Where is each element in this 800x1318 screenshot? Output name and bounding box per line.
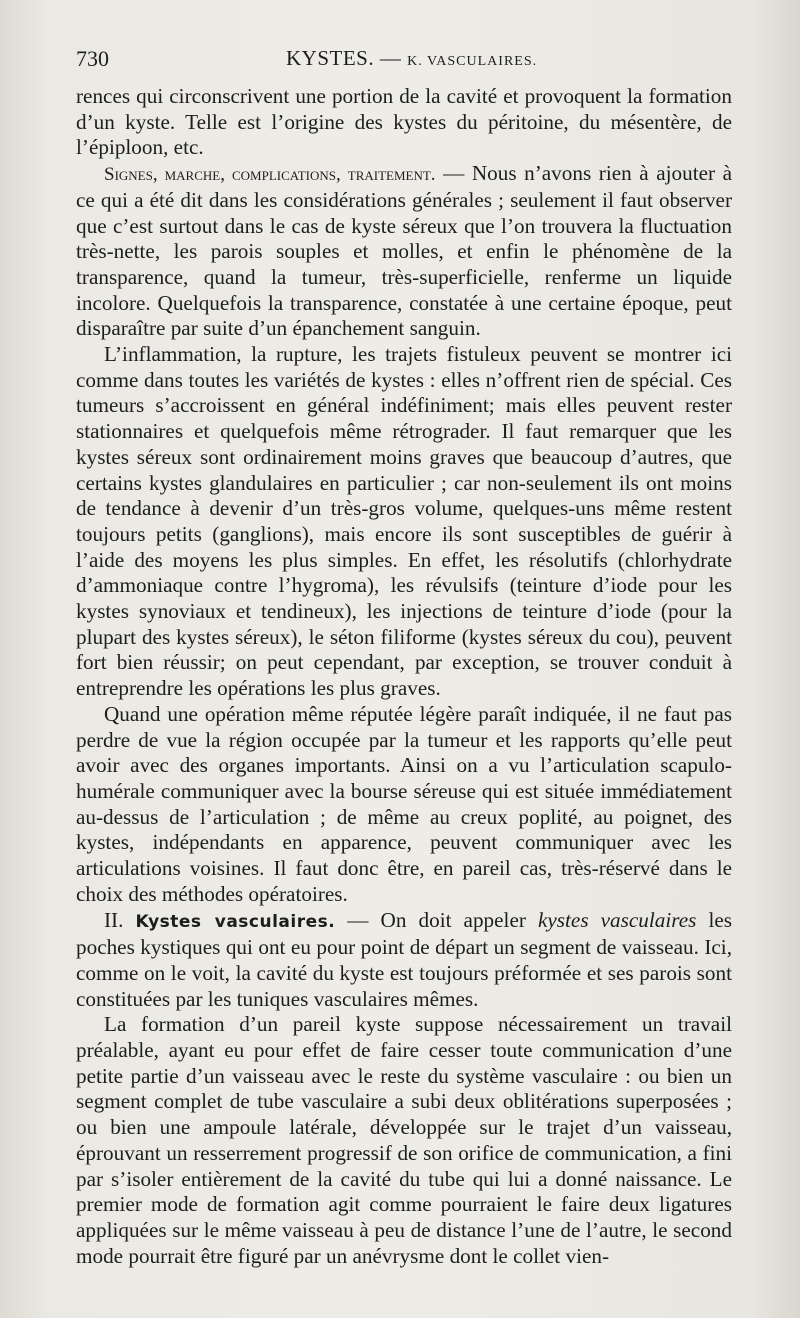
header-dash: —: [374, 46, 408, 70]
paragraph-kystes-vasculaires: [76, 908, 732, 1013]
paragraph-inflammation: L’inflammation, la rupture, les trajets fistuleux peuvent se montrer ici comme dans toutes les variétés de kystes : elles n’offrent rien de spécial. Ces tumeurs s’accroissent en général indéfiniment; mais elles peuvent rester stationnaires et quelquefois même rétrograder. Il faut remarquer que les kystes séreux sont ordinairement moins graves que beaucoup d’autres, que certains kystes glandulaires en particulier ; car non-seulement ils ont moins de tendance à devenir d’un très-gros volume, quelques-uns même restent toujours petits (ganglions), mais encore ils sont susceptibles de guérir à l’aide des moyens les plus simples. En effet, les résolutifs (chlorhydrate d’ammoniaque contre l’hygroma), les révulsifs (teinture d’iode pour les kystes synoviaux et tendineux), les injections de teinture d’iode (pour la plupart des kystes séreux), le séton filiforme (kystes séreux du cou), peuvent fort bien réussir; on peut cependant, par exception, se trouver conduit à entreprendre les opérations les plus graves.: [76, 342, 732, 701]
body-text: [76, 84, 732, 1269]
paragraph-continuation: rences qui circonscrivent une portion de la cavité et provoquent la formation d’un kyste. Telle est l’origine des kystes du péritoine, du mésentère, de l’épiploon, etc.: [76, 84, 732, 160]
page-number: 730: [76, 46, 109, 71]
paragraph-operation: Quand une opération même réputée légère paraît indiquée, il ne faut pas perdre de vue la région occupée par la tumeur et les rapports qu’elle peut avoir avec des organes importants. Ainsi on a vu l’articulation scapulo-humérale communiquer avec la bourse séreuse qui est située immédiatement au-dessus de l’articulation ; de même au creux poplité, au poignet, des kystes, indépendants en apparence, peuvent communiquer avec les articulations voisines. Il faut donc être, en pareil cas, très-réservé dans le choix des méthodes opératoires.: [76, 701, 732, 906]
running-title: [286, 46, 537, 71]
header-subtitle: K. VASCULAIRES.: [407, 54, 538, 69]
paragraph-signes: [76, 161, 732, 342]
italic-term: kystes vasculaires: [537, 907, 697, 932]
paragraph-kv-text-a: — On doit appeler: [335, 907, 538, 932]
running-header: [76, 46, 732, 78]
paragraph-kv-text-b: les poches kystiques qui ont eu pour point de départ un segment de vaisseau. Ici, comme on le voit, la cavité du kyste est toujours préformée et ses parois sont constituées par les tuniques vasculaires mêmes.: [76, 907, 732, 1011]
paragraph-formation: La formation d’un pareil kyste suppose nécessairement un travail préalable, ayant eu pour effet de faire cesser toute communication d’une petite partie d’un vaisseau avec le reste du système vasculaire : ou bien un segment complet de tube vasculaire a subi deux oblitérations superposées ; ou bien une ampoule latérale, développée sur le trajet d’un vaisseau, éprouvant un resserrement progressif de son orifice de communication, a fini par s’isoler entièrement de la cavité du tube qui lui a donné naissance. Le premier mode de formation agit comme pourraient le faire deux ligatures appliquées sur le même vaisseau à peu de distance l’une de l’autre, le second mode pourrait être figuré par un anévrysme dont le collet vien-: [76, 1012, 732, 1268]
paragraph-signes-text: — Nous n’avons rien à ajouter à ce qui a été dit dans les considérations générales ; seulement il faut observer que c’est surtout dans le cas de kyste séreux que l’on trouvera la fluctuation très-nette, les parois souples et molles, et enfin le phénomène de la transparence, quand la tumeur, très-superficielle, renferme un liquide incolore. Quelquefois la transparence, constatée à une certaine époque, peut disparaître par suite d’un épanchement sanguin.: [76, 161, 733, 341]
section-heading-signes: Signes, marche, complications, traitement.: [104, 164, 436, 186]
section-number: II.: [104, 907, 136, 932]
header-title: KYSTES.: [286, 46, 375, 70]
section-heading-kystes-vasculaires: Kystes vasculaires.: [135, 911, 336, 932]
